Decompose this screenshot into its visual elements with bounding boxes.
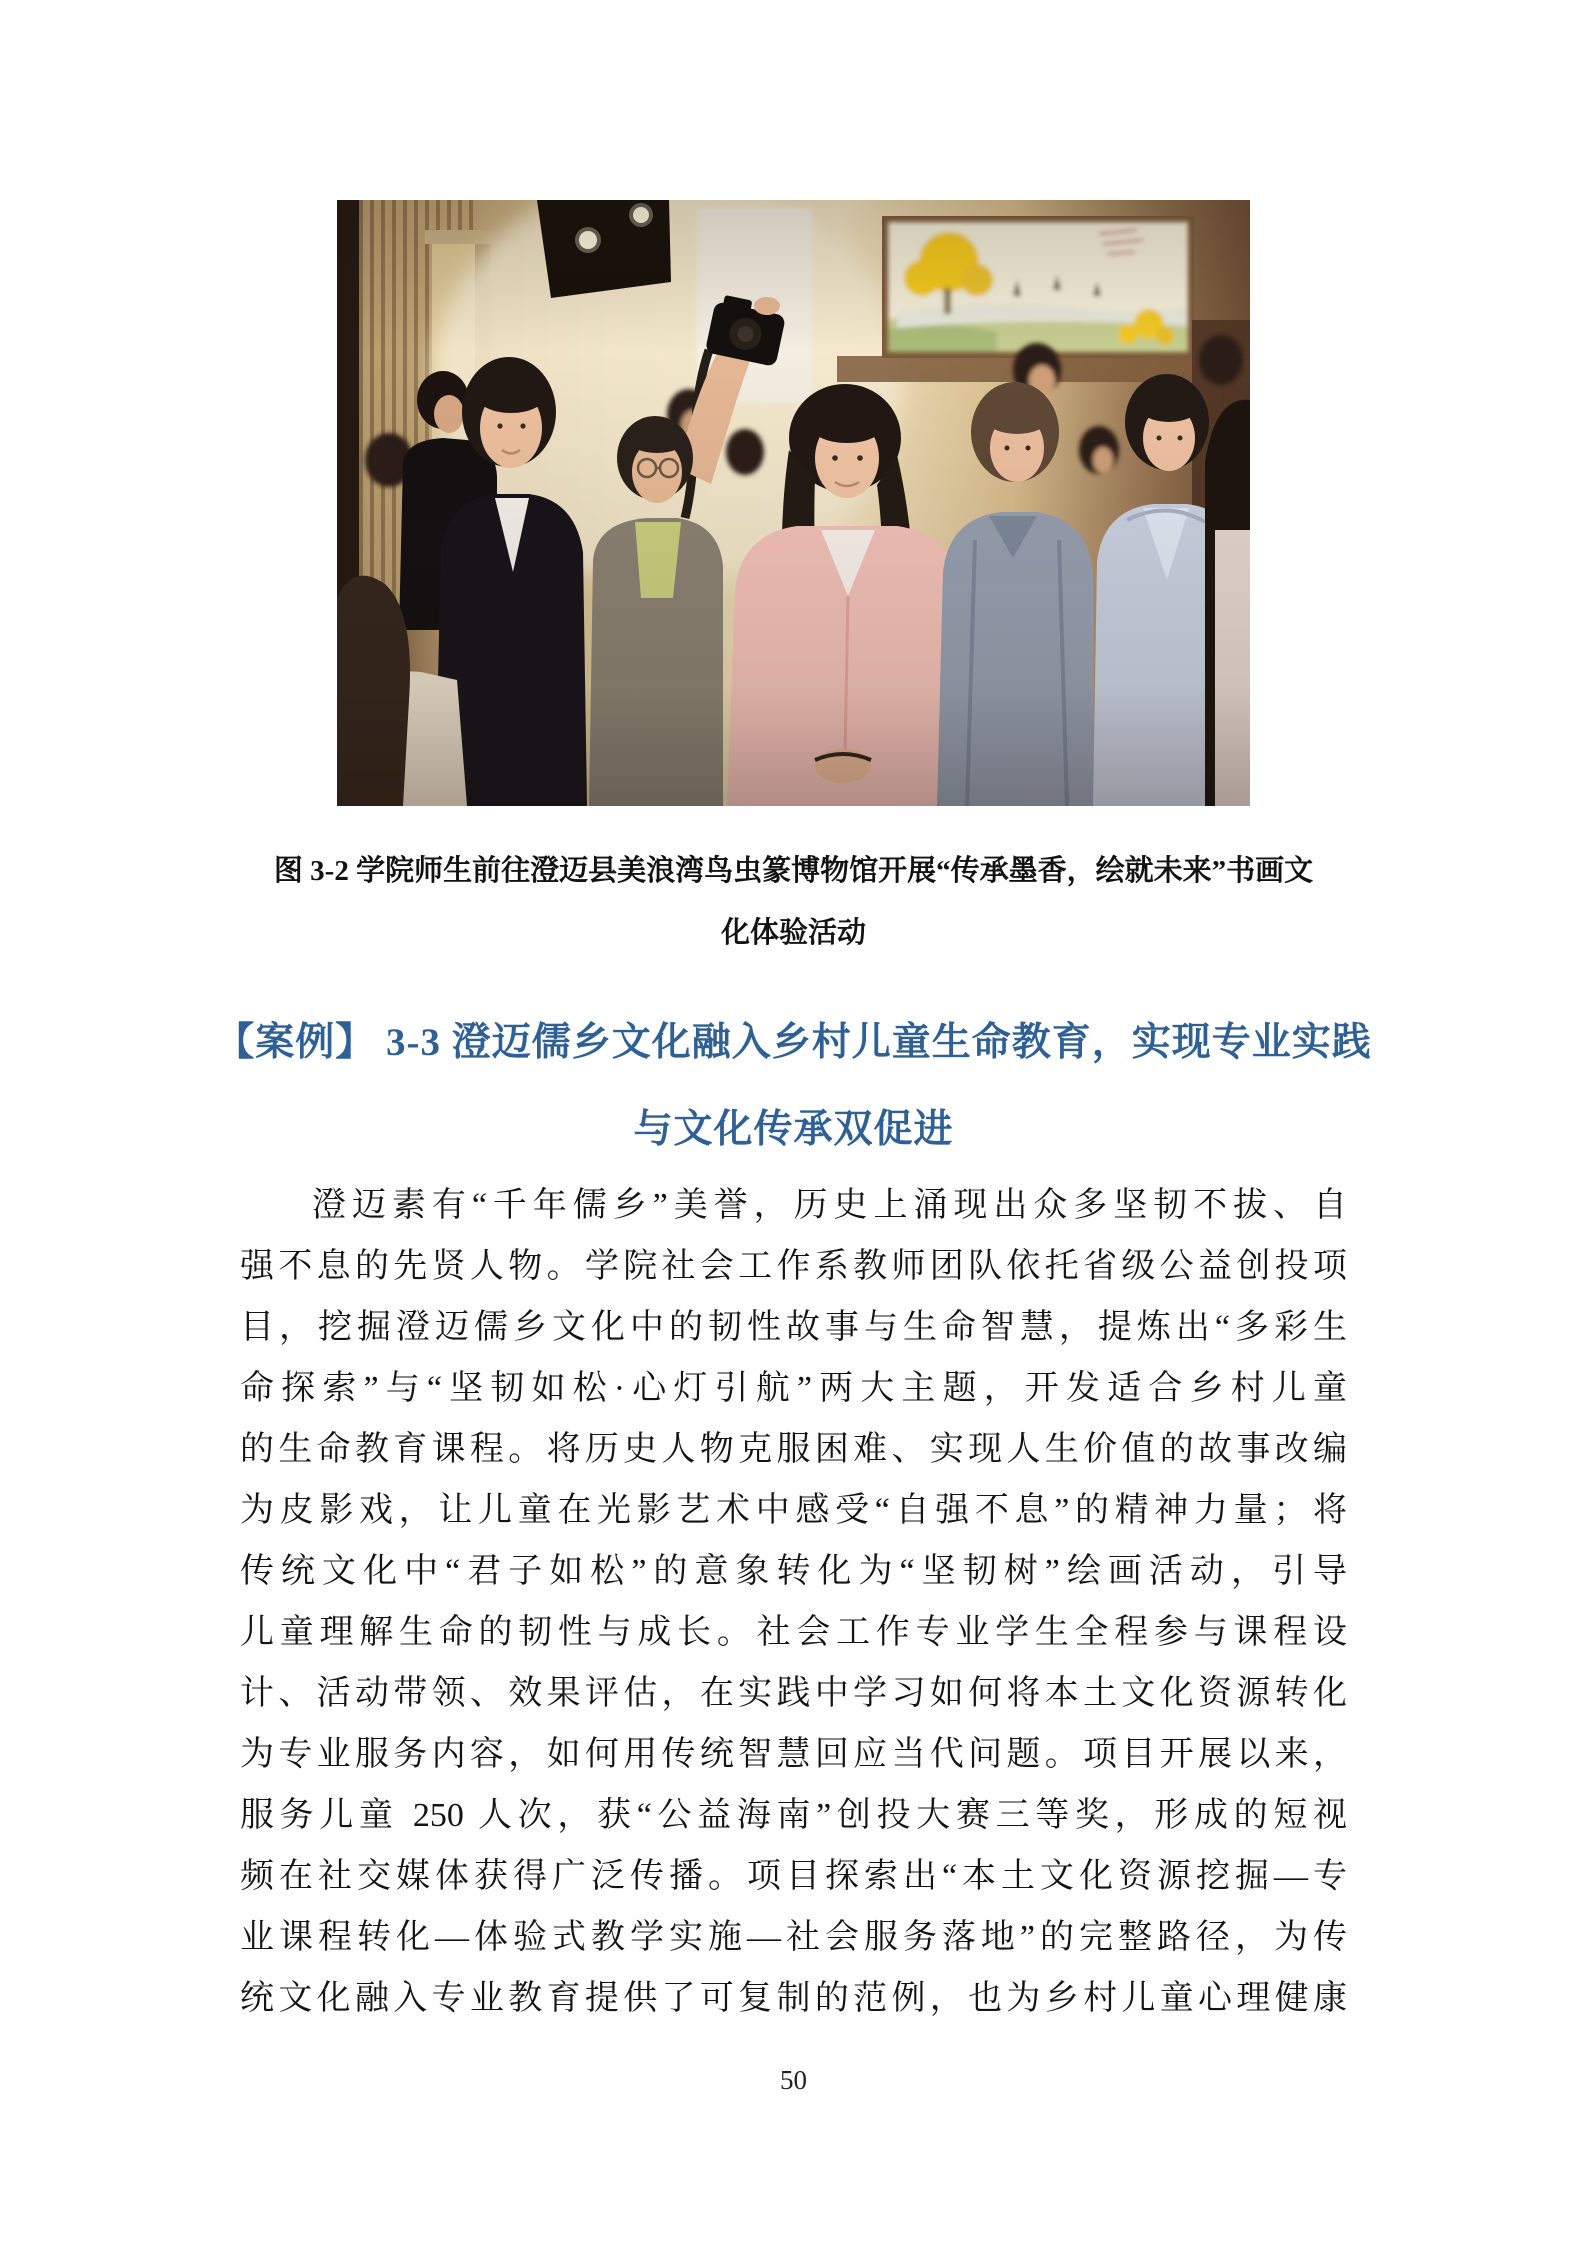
event-photo-illustration xyxy=(337,200,1250,806)
figure-caption-line-1: 图 3-2 学院师生前往澄迈县美浪湾鸟虫篆博物馆开展“传承墨香，绘就未来”书画文 xyxy=(273,855,1314,887)
figure-image xyxy=(337,200,1250,806)
body-line: 澄迈素有“千年儒乡”美誉，历史上涌现出众多坚韧不拔、自 xyxy=(312,1187,1347,1224)
case-heading xyxy=(140,999,1447,1173)
body-line: 业课程转化—体验式教学实施—社会服务落地”的完整路径，为传 xyxy=(240,1919,1347,1956)
case-heading-line-2: 与文化传承双促进 xyxy=(633,1108,954,1151)
page-number: 50 xyxy=(780,2065,807,2095)
body-line: 为皮影戏，让儿童在光影艺术中感受“自强不息”的精神力量；将 xyxy=(240,1492,1347,1529)
body-line: 服务儿童 250 人次，获“公益海南”创投大赛三等奖，形成的短视 xyxy=(240,1797,1347,1834)
figure-caption-line-2: 化体验活动 xyxy=(720,917,866,949)
body-line: 强不息的先贤人物。学院社会工作系教师团队依托省级公益创投项 xyxy=(240,1248,1347,1285)
body-line: 计、活动带领、效果评估，在实践中学习如何将本土文化资源转化 xyxy=(240,1675,1347,1712)
body-line: 频在社交媒体获得广泛传播。项目探索出“本土文化资源挖掘—专 xyxy=(240,1858,1347,1895)
body-line: 传统文化中“君子如松”的意象转化为“坚韧树”绘画活动，引导 xyxy=(240,1553,1347,1590)
body-line: 的生命教育课程。将历史人物克服困难、实现人生价值的故事改编 xyxy=(240,1431,1347,1468)
body-line: 目，挖掘澄迈儒乡文化中的韧性故事与生命智慧，提炼出“多彩生 xyxy=(240,1309,1347,1346)
body-line: 统文化融入专业教育提供了可复制的范例，也为乡村儿童心理健康 xyxy=(240,1980,1347,2017)
body-paragraph xyxy=(240,1175,1347,2029)
figure-caption xyxy=(190,840,1397,964)
body-line: 儿童理解生命的韧性与成长。社会工作专业学生全程参与课程设 xyxy=(240,1614,1347,1651)
body-line: 命探索”与“坚韧如松·心灯引航”两大主题，开发适合乡村儿童 xyxy=(240,1370,1347,1407)
body-line: 为专业服务内容，如何用传统智慧回应当代问题。项目开展以来， xyxy=(240,1736,1347,1773)
case-heading-line-1: 【案例】 3-3 澄迈儒乡文化融入乡村儿童生命教育，实现专业实践 xyxy=(215,1021,1372,1064)
